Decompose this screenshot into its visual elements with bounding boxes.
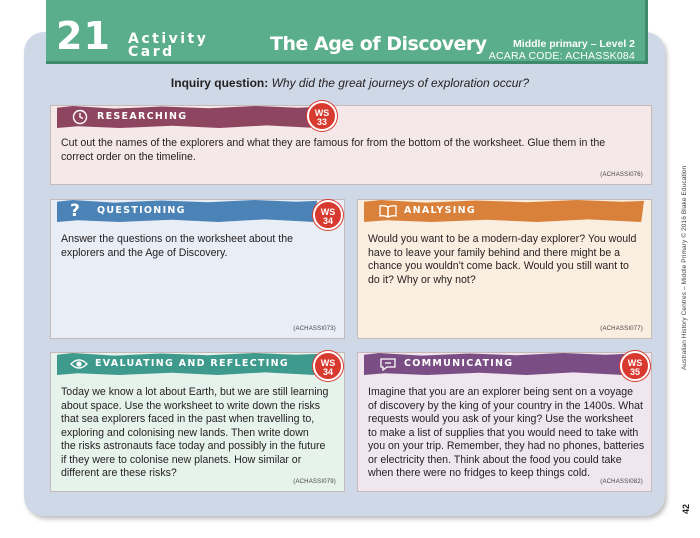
text-line: if they were to colonise new planets. How similar or bbox=[61, 453, 302, 466]
acara-code: ACARA CODE: ACHASSK084 bbox=[488, 50, 635, 62]
text-line: different are these risks? bbox=[61, 467, 177, 479]
card-label-card: Card bbox=[128, 44, 175, 60]
card-number: 21 bbox=[56, 14, 111, 58]
panel-heading: ANALYSING bbox=[404, 205, 476, 216]
text-line: do it? Why or why not? bbox=[368, 273, 476, 286]
open-book-icon bbox=[378, 202, 398, 220]
panel-text bbox=[368, 386, 651, 481]
panel-heading: EVALUATING AND REFLECTING bbox=[95, 358, 289, 369]
level-label: Middle primary – Level 2 bbox=[513, 38, 635, 50]
panel-analysing bbox=[357, 199, 652, 339]
text-line: Answer the questions on the worksheet about the bbox=[61, 233, 294, 245]
copyright-credit: Australian History Centres – Middle Primary © 2016 Blake Education bbox=[681, 165, 688, 370]
panel-heading-band bbox=[57, 200, 317, 222]
text-line: or electricity then. Think about the food you could take bbox=[368, 453, 622, 466]
speech-bubble-icon bbox=[378, 355, 398, 373]
ws-number: 34 bbox=[322, 216, 333, 226]
ws-label: WS bbox=[320, 358, 336, 368]
clock-icon bbox=[71, 108, 89, 126]
page-number: 42 bbox=[681, 503, 691, 514]
text-line: that sea explorers faced in the past when travelling to, bbox=[61, 413, 315, 425]
worksheet-badge bbox=[620, 351, 650, 381]
text-line: when there were no fridges to keep things cold. bbox=[368, 467, 591, 479]
panel-heading: QUESTIONING bbox=[97, 205, 186, 216]
curriculum-ref: (ACHASSI077) bbox=[600, 326, 643, 332]
text-line: the risks astronauts face today and possibly in the future bbox=[61, 440, 326, 452]
panel-researching bbox=[50, 105, 652, 185]
panel-questioning bbox=[50, 199, 345, 339]
curriculum-ref: (ACHASSI079) bbox=[293, 479, 336, 485]
ws-number: 35 bbox=[629, 367, 640, 377]
panel-evaluating-and-reflecting bbox=[50, 352, 345, 492]
text-line: to make a list of supplies that you would need to take with bbox=[368, 426, 639, 439]
text-line: of discovery by the king of your country in the 1400s. What bbox=[368, 399, 643, 412]
worksheet-badge bbox=[307, 101, 337, 131]
ws-label: WS bbox=[314, 108, 330, 118]
panel-text bbox=[61, 137, 646, 164]
inquiry-label: Inquiry question: bbox=[170, 76, 269, 90]
worksheet-badge bbox=[313, 351, 343, 381]
text-line: about space. Use the worksheet to write down the risks bbox=[61, 399, 321, 412]
page-title: The Age of Discovery bbox=[270, 33, 487, 55]
inquiry-text: Why did the great journeys of exploration occur? bbox=[271, 76, 530, 90]
question-mark-icon: ? bbox=[70, 201, 80, 221]
curriculum-ref: (ACHASSI076) bbox=[600, 172, 643, 178]
text-line: Cut out the names of the explorers and what they are famous for from the bottom of the worksheet. Glue them in the bbox=[61, 137, 606, 149]
text-line: exploring and colonising new lands. Then write down bbox=[61, 426, 309, 439]
text-line: Imagine that you are an explorer being sent on a voyage bbox=[368, 386, 634, 398]
eye-icon bbox=[69, 355, 89, 373]
text-line: chance you wouldn't come back. Would you still want to bbox=[368, 260, 629, 272]
panel-text bbox=[61, 386, 344, 481]
text-line: explorers and the Age of Discovery. bbox=[61, 246, 228, 259]
text-line: Today we know a lot about Earth, but we are still learning bbox=[61, 386, 329, 398]
card-label-activity: Activity bbox=[128, 31, 209, 47]
worksheet-badge bbox=[313, 200, 343, 230]
card-header bbox=[46, 0, 648, 64]
inquiry-question bbox=[0, 76, 700, 90]
text-line: you on your trip. Remember, they had no phones, batteries bbox=[368, 440, 645, 452]
ws-label: WS bbox=[627, 358, 643, 368]
panel-text bbox=[61, 233, 341, 260]
text-line: requests would you ask of your king? Use the worksheet bbox=[368, 413, 633, 425]
panel-heading: RESEARCHING bbox=[97, 111, 188, 122]
ws-number: 34 bbox=[322, 367, 333, 377]
curriculum-ref: (ACHASSI073) bbox=[293, 326, 336, 332]
ws-number: 33 bbox=[316, 117, 327, 127]
panel-heading: COMMUNICATING bbox=[404, 358, 514, 369]
text-line: Would you want to be a modern-day explorer? You would bbox=[368, 233, 637, 245]
curriculum-ref: (ACHASSI082) bbox=[600, 479, 643, 485]
panel-communicating bbox=[357, 352, 652, 492]
text-line: correct order on the timeline. bbox=[61, 150, 196, 163]
ws-label: WS bbox=[320, 207, 336, 217]
text-line: have to leave your family behind and there might be a bbox=[368, 246, 621, 259]
panel-text bbox=[368, 233, 650, 287]
